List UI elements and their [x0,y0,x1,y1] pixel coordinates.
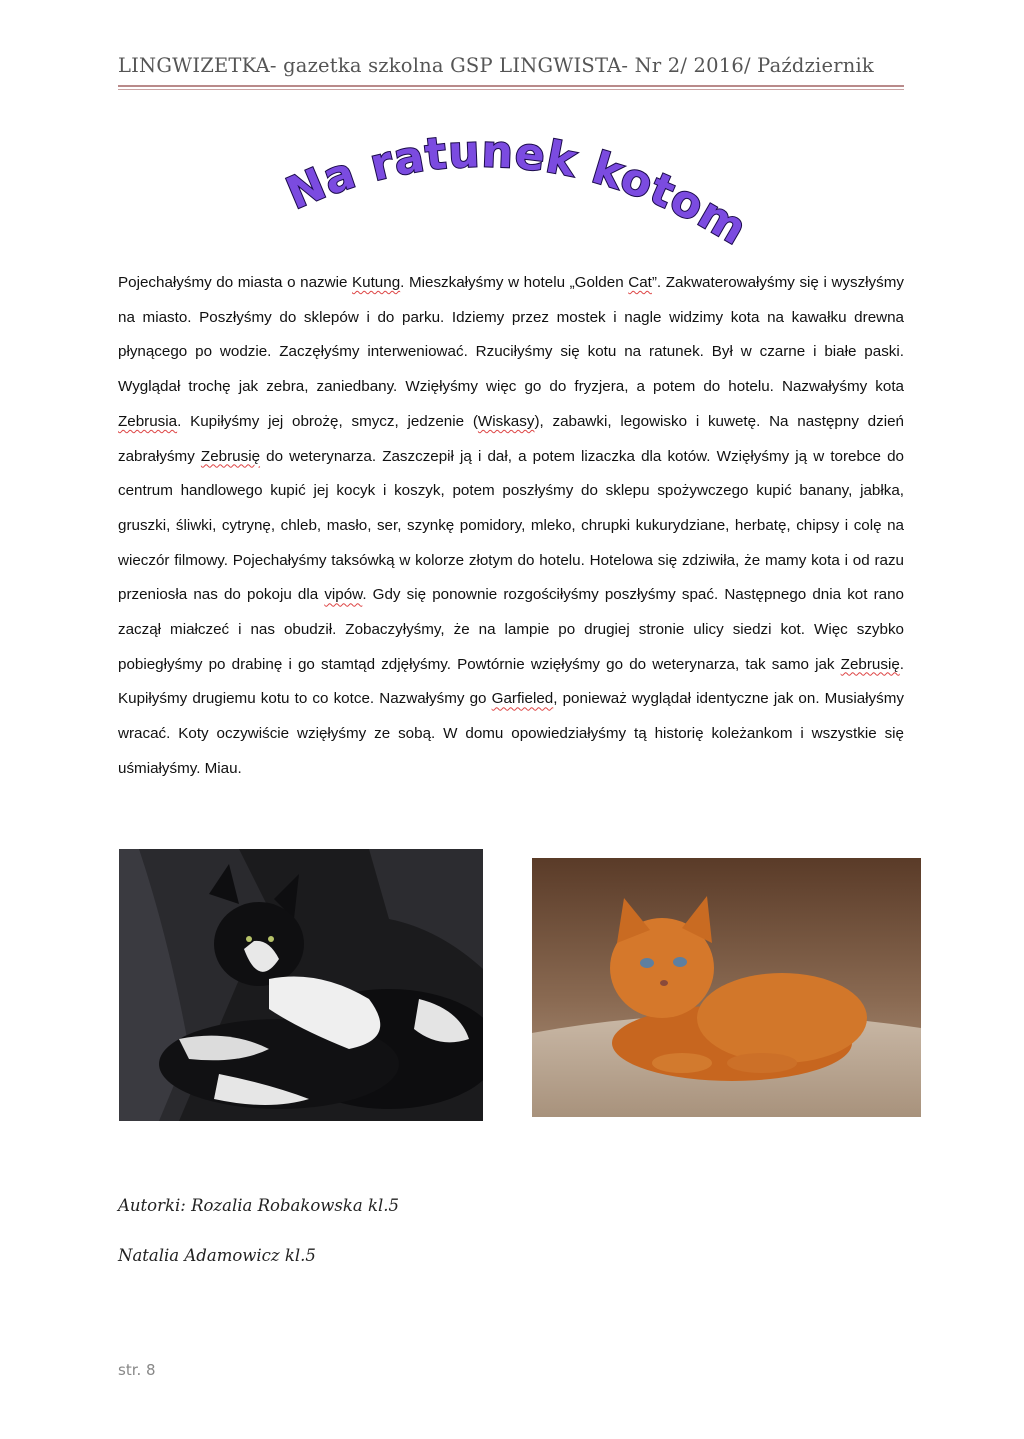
article-title [269,110,756,260]
article-body [118,266,904,787]
header-rule-thin [118,89,904,90]
spellcheck-word: vipów [324,586,363,604]
article-title-text: Na ratunek kotom!! [269,110,756,256]
spellcheck-word: Zebrusię [200,447,261,465]
article-text-segment: . Mieszkałyśmy w hotelu „Golden [400,274,629,291]
header-rule [118,85,904,87]
spellcheck-word: Wiskasy [477,412,535,430]
svg-text:Na ratunek kotom!! [269,110,755,256]
spellcheck-word: Zebrusia [118,412,178,430]
black-and-white-cat-photo [119,849,483,1121]
spellcheck-word: Garfieled [491,690,554,708]
article-text-segment: Pojechałyśmy do miasta o nazwie [118,274,353,291]
newsletter-header: LINGWIZETKA- gazetka szkolna GSP LINGWISTA- Nr 2/ 2016/ Październik [118,54,874,77]
article-text-segment: do weterynarza. Zaszczepił ją i dał, a potem lizaczka dla kotów. Wzięłyśmy ją w torebce do centrum handlowego kupić jej kocyk i koszyk, potem poszłyśmy do sklepu spożywczego kupić banany, jabłka, gruszki, śliwki, cytrynę, chleb, masło, ser, szynkę pomidory, mleko, chrupki kukurydziane, herbatę, chipsy i colę na wieczór filmowy. Pojechałyśmy taksówką w kolorze złotym do hotelu. Hotelowa się zdziwiła, że mamy kota i od razu przeniosła nas do pokoju dla [118,447,904,604]
ginger-kitten-photo [532,858,921,1117]
spellcheck-word: Cat [628,274,652,291]
article-text-segment: . Kupiłyśmy drugiemu kotu to co kotce. Nazwałyśmy go [118,655,904,708]
page-number: str. 8 [118,1361,156,1379]
article-text-segment: . Kupiłyśmy jej obrożę, smycz, jedzenie ( [177,412,478,430]
spellcheck-word: Kutung [352,274,401,291]
author-line-1: Autorki: Rozalia Robakowska kl.5 [118,1196,399,1215]
article-text-segment: ), zabawki, legowisko i kuwetę. Na następny dzień zabrałyśmy [118,412,904,465]
article-paragraph [118,266,904,787]
author-line-2: Natalia Adamowicz kl.5 [118,1246,316,1265]
article-text-segment: , ponieważ wyglądał identyczne jak on. Musiałyśmy wracać. Koty oczywiście wzięłyśmy ze sobą. W domu opowiedziałyśmy tą historię koleżankom i wszystkie się uśmiałyśmy. Miau. [118,690,904,777]
article-text-segment: . Gdy się ponownie rozgościłyśmy poszłyśmy spać. Następnego dnia kot rano zaczął miałczeć i nas obudził. Zobaczyłyśmy, że na lampie po drugiej stronie ulicy siedzi kot. Więc szybko pobiegłyśmy po drabinę i go stamtąd zdjęłyśmy. Powtórnie wzięłyśmy go do weterynarza, tak samo jak [118,586,904,673]
spellcheck-word: Zebrusię [840,655,900,673]
article-text-segment: ”. Zakwaterowałyśmy się i wyszłyśmy na miasto. Poszłyśmy do sklepów i do parku. Idziemy przez mostek i nagle widzimy kota na kawałku drewna płynącego po wodzie. Zaczęłyśmy interweniować. Rzuciłyśmy się kotu na ratunek. Był w czarne i białe paski. Wyglądał trochę jak zebra, zaniedbany. Wzięłyśmy więc go do fryzjera, a potem do hotelu. Nazwałyśmy kota [118,274,904,396]
